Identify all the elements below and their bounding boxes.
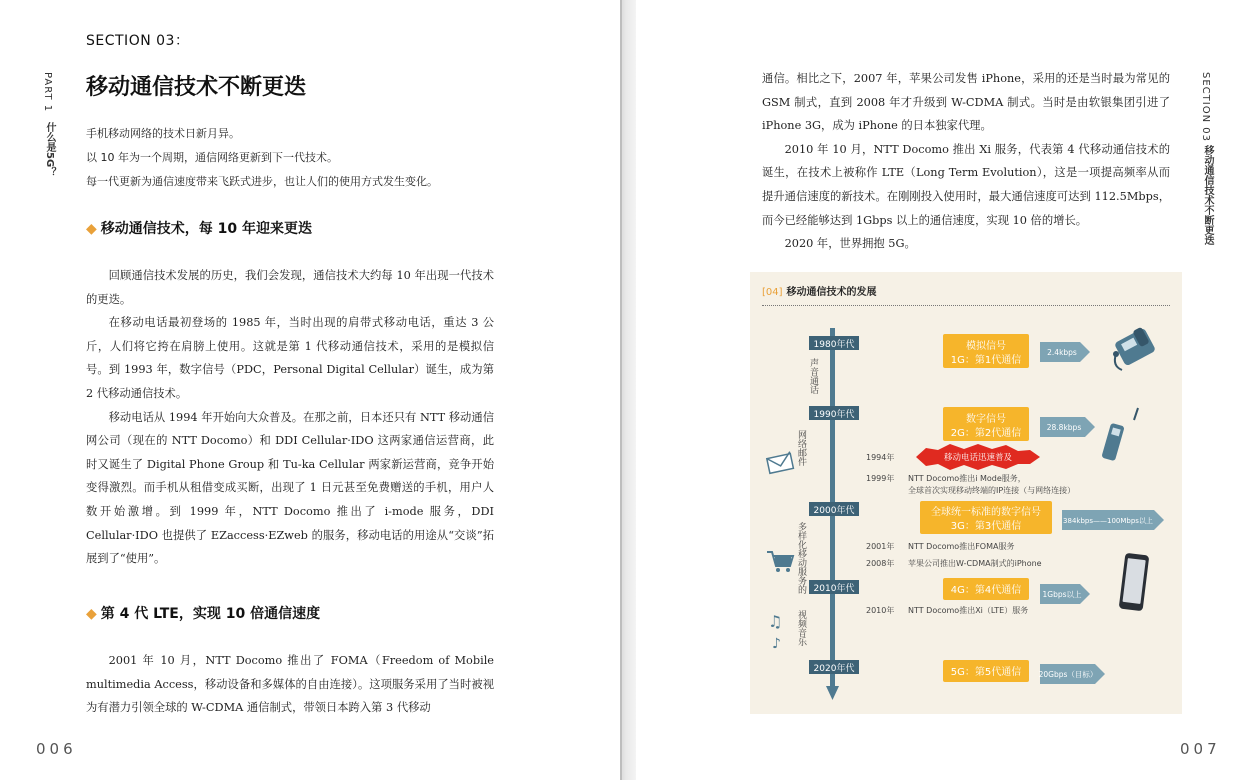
paragraph: 回顾通信技术发展的历史，我们会发现，通信技术大约每 10 年出现一代技术的更迭。 bbox=[86, 269, 494, 306]
body-text bbox=[762, 67, 1170, 256]
event-text: NTT Docomo推出Xi（LTE）服务 bbox=[908, 606, 1029, 615]
event-text: 全球首次实现移动终端的IP连接（与网络连接） bbox=[908, 486, 1076, 495]
shopping-cart-icon bbox=[767, 552, 793, 572]
svg-text:全球统一标准的数字信号: 全球统一标准的数字信号 bbox=[931, 507, 1041, 518]
svg-text:1980年代: 1980年代 bbox=[813, 340, 855, 350]
heading-text: 第 4 代 LTE，实现 10 倍通信速度 bbox=[100, 606, 321, 622]
body-text bbox=[86, 649, 494, 720]
figure-number: [04] bbox=[762, 287, 783, 298]
diamond-icon: ◆ bbox=[86, 606, 97, 622]
svg-text:1990年代: 1990年代 bbox=[813, 410, 855, 420]
page-number: 006 bbox=[36, 740, 77, 758]
section-heading bbox=[86, 218, 312, 238]
speed-tag bbox=[1040, 584, 1090, 604]
page-title: 移动通信技术不断更迭 bbox=[86, 75, 307, 100]
left-page bbox=[0, 0, 620, 780]
event-text: 苹果公司推出W-CDMA制式的iPhone bbox=[908, 559, 1042, 568]
speed-tag bbox=[1039, 664, 1105, 684]
music-note-icon bbox=[768, 612, 782, 652]
svg-text:3G：第3代通信: 3G：第3代通信 bbox=[950, 521, 1022, 532]
mobile-phone-icon bbox=[1101, 408, 1138, 461]
event-year: 2008年 bbox=[866, 559, 895, 568]
event-year: 1994年 bbox=[866, 453, 895, 462]
svg-text:2020年代: 2020年代 bbox=[813, 664, 855, 674]
svg-text:1G：第1代通信: 1G：第1代通信 bbox=[950, 355, 1022, 366]
figure-mobile-evolution bbox=[750, 272, 1182, 714]
paragraph: 2010 年 10 月，NTT Docomo 推出 Xi 服务，代表第 4 代移动通信技术的诞生，在技术上被称作 LTE（Long Term Evolution），这是一项提高频率从而提升通信速度的新技术。在刚刚投入使用时，最大通信速度可达到 112.5Mbps，而今已经能够达到 1Gbps 以上的通信速度，实现 10 倍的增长。 bbox=[762, 142, 1170, 227]
smartphone-icon bbox=[1119, 553, 1150, 612]
generation-box bbox=[943, 578, 1029, 600]
usage-label: 网络邮件 bbox=[796, 430, 806, 466]
svg-text:2000年代: 2000年代 bbox=[813, 506, 855, 516]
svg-text:♫: ♫ bbox=[768, 612, 783, 631]
section-label: SECTION 03： bbox=[86, 33, 190, 49]
page-number: 007 bbox=[1180, 740, 1221, 758]
decade-label bbox=[809, 580, 859, 594]
speed-tag bbox=[1040, 417, 1095, 437]
event-year: 2001年 bbox=[866, 542, 895, 551]
intro-line: 每一代更新为通信速度带来飞跃式进步，也让人们的使用方式发生变化。 bbox=[86, 175, 438, 188]
decade-label bbox=[809, 406, 859, 420]
section-label: SECTION 03 bbox=[1200, 72, 1211, 142]
svg-text:2G：第2代通信: 2G：第2代通信 bbox=[950, 428, 1022, 439]
event-burst bbox=[916, 444, 1040, 470]
event-text: NTT Docomo推出FOMA服务 bbox=[908, 542, 1015, 551]
speed-tag bbox=[1040, 342, 1090, 362]
book-gutter bbox=[620, 0, 636, 780]
heading-text: 移动通信技术，每 10 年迎来更迭 bbox=[100, 221, 313, 237]
body-text bbox=[86, 264, 494, 571]
mail-icon bbox=[766, 452, 793, 474]
decade-label bbox=[809, 336, 859, 350]
generation-box bbox=[920, 501, 1052, 534]
gutter-divider bbox=[620, 0, 622, 780]
svg-text:4G：第4代通信: 4G：第4代通信 bbox=[950, 585, 1022, 596]
generation-box bbox=[943, 660, 1029, 682]
event-year: 1999年 bbox=[866, 474, 895, 483]
svg-text:♪: ♪ bbox=[772, 636, 781, 652]
paragraph: 移动电话从 1994 年开始向大众普及。在那之前，日本还只有 NTT 移动通信网公司（现在的 NTT Docomo）和 DDI Cellular·IDO 这两家通信运营商，此时又诞生了 Digital Phone Group 和 Tu-ka Cellular 两家新运营商，竞争开始变得激烈。而手机从租借变成买断，出现了 1 日元甚至免费赠送的手机，用户人数开始激增。到 1999 年，NTT Docomo 推出了 i-mode 服务，DDI Cellular·IDO 也提供了 EZaccess·EZweb 的服务，移动电话的用途从“交谈”拓展到了“使用”。 bbox=[86, 410, 494, 566]
svg-text:移动电话迅速普及: 移动电话迅速普及 bbox=[943, 453, 1013, 463]
intro-line: 以 10 年为一个周期，通信网络更新到下一代技术。 bbox=[86, 151, 338, 164]
diamond-icon: ◆ bbox=[86, 221, 97, 237]
shoulder-phone-icon bbox=[1113, 327, 1156, 370]
usage-label: 声音通话 bbox=[808, 358, 818, 394]
svg-text:1Gbps以上: 1Gbps以上 bbox=[1042, 590, 1082, 599]
generation-box bbox=[943, 407, 1029, 441]
generation-box bbox=[943, 334, 1029, 368]
event-text: NTT Docomo推出i Mode服务， bbox=[908, 474, 1026, 483]
figure-title: 移动通信技术的发展 bbox=[786, 287, 877, 298]
intro-line: 手机移动网络的技术日新月异。 bbox=[86, 127, 240, 140]
intro-text bbox=[86, 122, 438, 194]
decade-label bbox=[809, 502, 859, 516]
timeline-diagram bbox=[750, 272, 1182, 714]
svg-text:2.4kbps: 2.4kbps bbox=[1047, 348, 1077, 357]
usage-label: 多样化移动服务的 bbox=[796, 522, 806, 594]
section-heading bbox=[86, 603, 320, 623]
paragraph: 通信。相比之下，2007 年，苹果公司发售 iPhone，采用的还是当时最为常见的 GSM 制式，直到 2008 年才升级到 W-CDMA 制式。当时是由软银集团引进了 iPhone 3G，成为 iPhone 的日本独家代理。 bbox=[762, 72, 1170, 133]
speed-tag bbox=[1062, 510, 1164, 530]
paragraph: 在移动电话最初登场的 1985 年，当时出现的肩带式移动电话，重达 3 公斤，人们将它挎在肩膀上使用。这就是第 1 代移动通信技术，采用的是模拟信号。到 1993 年，数字信号（PDC，Personal Digital Cellular）诞生，成为第 2 代移动通信技术。 bbox=[86, 316, 494, 400]
usage-label: 视频音乐 bbox=[796, 610, 806, 646]
decade-label bbox=[809, 660, 859, 674]
part-label: PART 1 bbox=[42, 72, 53, 113]
svg-text:384kbps——100Mbps以上: 384kbps——100Mbps以上 bbox=[1063, 517, 1153, 525]
section-subtitle: 移动通信技术不断更迭 bbox=[1202, 145, 1213, 245]
event-year: 2010年 bbox=[866, 606, 895, 615]
paragraph: 2001 年 10 月，NTT Docomo 推出了 FOMA（Freedom of Mobile multimedia Access，移动设备和多媒体的自由连接）。这项服务采用了当时被视为有潜力引领全球的 W-CDMA 通信制式，带领日本跨入第 3 代移动 bbox=[86, 654, 494, 715]
paragraph: 2020 年，世界拥抱 5G。 bbox=[784, 237, 916, 251]
part-subtitle: 什么是5G？ bbox=[44, 122, 55, 178]
svg-text:20Gbps（目标）: 20Gbps（目标） bbox=[1038, 670, 1098, 679]
svg-text:28.8kbps: 28.8kbps bbox=[1046, 423, 1082, 432]
timeline-arrow-icon bbox=[826, 686, 839, 700]
svg-text:5G：第5代通信: 5G：第5代通信 bbox=[950, 667, 1022, 678]
svg-text:模拟信号: 模拟信号 bbox=[966, 341, 1006, 352]
svg-text:数字信号: 数字信号 bbox=[966, 414, 1006, 425]
svg-text:2010年代: 2010年代 bbox=[813, 584, 855, 594]
